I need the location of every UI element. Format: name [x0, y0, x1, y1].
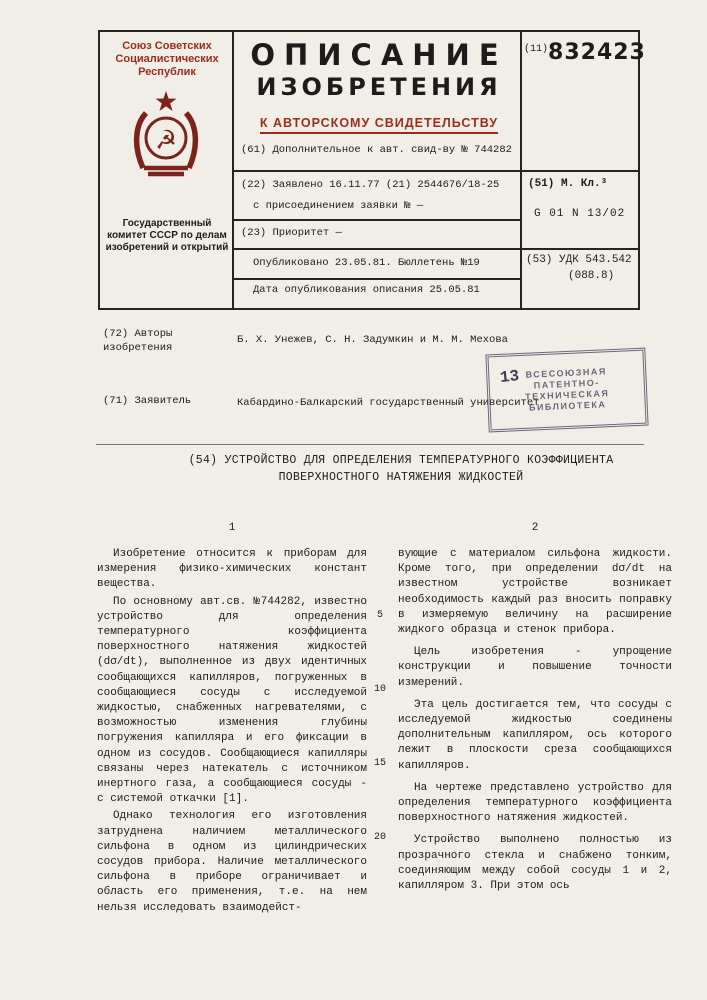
paragraph: На чертеже представлено устройство для определения температурного коэффициента поверхностного натяжения жидкостей. — [398, 781, 672, 825]
field-23-priority: (23) Приоритет — — [241, 227, 342, 239]
document-number-code: (11) — [524, 44, 549, 55]
document-number-value: 832423 — [548, 40, 646, 65]
gutter-line-number: 5 — [376, 610, 383, 621]
doc-type-title-line1: ОПИСАНИЕ — [250, 38, 508, 72]
rule-under-field-22 — [234, 219, 520, 221]
column1-page-number: 1 — [228, 522, 236, 534]
field-51-class-value: G 01 N 13/02 — [534, 208, 626, 220]
paragraph: Однако технология его изготовления затруднена наличием металлического сильфона в одном из цилиндрических сосудов прибора. Наличие металлического сильфона в приборе ограничивает и область его применения, т.е. на нем нельзя исследовать взаимодейст- — [97, 810, 367, 914]
paragraph: Изобретение относится к приборам для измерения физико-химических констант вещества. — [97, 548, 367, 591]
gutter-line-number: 15 — [373, 758, 386, 769]
star-icon — [156, 91, 177, 111]
committee-name: Государственный комитет СССР по делам изобретений и открытий — [105, 218, 229, 253]
body-column-1 — [97, 547, 367, 918]
library-stamp — [485, 348, 648, 433]
applicant-name: Кабардино-Балкарский государственный университет — [237, 397, 540, 409]
masthead-box — [98, 30, 646, 310]
paragraph: Цель изобретения - упрощение конструкции и повышение точности измерений. — [398, 646, 672, 689]
doc-type-title-line2: ИЗОБРЕТЕНИЯ — [256, 73, 502, 101]
field-22-filed: (22) Заявлено 16.11.77 (21) 2544676/18-25 — [241, 179, 500, 191]
rule-under-field-61 — [234, 170, 638, 172]
applicant-label: (71) Заявитель — [103, 395, 192, 407]
body-column-2 — [398, 547, 672, 901]
authors-label: (72) Авторы изобретения — [103, 328, 173, 354]
paragraph: Эта цель достигается тем, что сосуды с исследуемой жидкостью соединены дополнительным капилляром, ось которого лежит в плоскости среза сообщающихся капилляров. — [398, 698, 672, 772]
section-divider — [96, 444, 644, 445]
stamp-line: ТЕХНИЧЕСКАЯ — [524, 388, 610, 402]
paragraph: По основному авт.св. №744282, известно устройство для определения температурного коэффициента поверхностного натяжения жидкостей (dσ/dt), выполненное из двух идентичных сообщающихся капилляров, погруженных в сообщающиеся сосуды с исследуемой жидкостью, снабженных нагревателями, с возможностью изменения глубины погружения капилляра и его фиксации в одном из сосудов. Сообщающиеся капилляры связаны через натекатель с источником инертного газа, а сообщающиеся сосуды - с системой откачки [1]. — [97, 595, 367, 806]
document-number — [524, 40, 646, 65]
gutter-line-number: 10 — [373, 684, 386, 695]
column2-page-number: 2 — [531, 522, 539, 534]
field-22-joined-application: с присоединением заявки № — — [253, 200, 424, 212]
stamp-number: 13 — [499, 367, 521, 387]
paragraph: Устройство выполнено полностью из прозрачного стекла и снабжено тонким, соединяющим между собой сосуды 1 и 2, капилляром 3. При этом ось — [398, 834, 672, 893]
gutter-line-number: 20 — [373, 832, 386, 843]
rule-under-published — [234, 278, 520, 280]
stamp-line: ВСЕСОЮЗНАЯ — [525, 366, 608, 380]
field-published: Опубликовано 23.05.81. Бюллетень №19 — [253, 257, 480, 269]
invention-title: (54) УСТРОЙСТВО ДЛЯ ОПРЕДЕЛЕНИЯ ТЕМПЕРАТУРНОГО КОЭФФИЦИЕНТА ПОВЕРХНОСТНОГО НАТЯЖЕНИЯ ЖИДКОСТЕЙ — [188, 454, 614, 484]
ussr-state-emblem-icon — [131, 90, 201, 185]
doc-subtitle-wrap — [240, 114, 518, 132]
field-publication-date: Дата опубликования описания 25.05.81 — [253, 284, 480, 296]
stamp-line: БИБЛИОТЕКА — [528, 399, 607, 413]
field-61-supplement: (61) Дополнительное к авт. свид-ву № 744282 — [241, 144, 512, 156]
authors-names: Б. Х. Унежев, С. Н. Задумкин и М. М. Мехова — [237, 334, 508, 346]
rule-under-field-23 — [234, 248, 638, 250]
field-53-udc-line2: (088.8) — [568, 270, 615, 282]
union-name: Союз Советских Социалистических Республик — [115, 40, 219, 78]
doc-subtitle: К АВТОРСКОМУ СВИДЕТЕЛЬСТВУ — [260, 116, 498, 134]
field-51-class-label: (51) М. Кл.³ — [528, 178, 608, 190]
stamp-line: ПАТЕНТНО- — [533, 377, 600, 391]
hammer-sickle-icon: ☭ — [156, 125, 176, 159]
field-53-udc-line1: (53) УДК 543.542 — [526, 254, 632, 266]
paragraph: вующие с материалом сильфона жидкости. Кроме того, при определении dσ/dt на известном устройстве возникает необходимость каждый раз вносить поправку в измеряемую величину на расширение жидкого образца и стенок прибора. — [398, 548, 672, 637]
